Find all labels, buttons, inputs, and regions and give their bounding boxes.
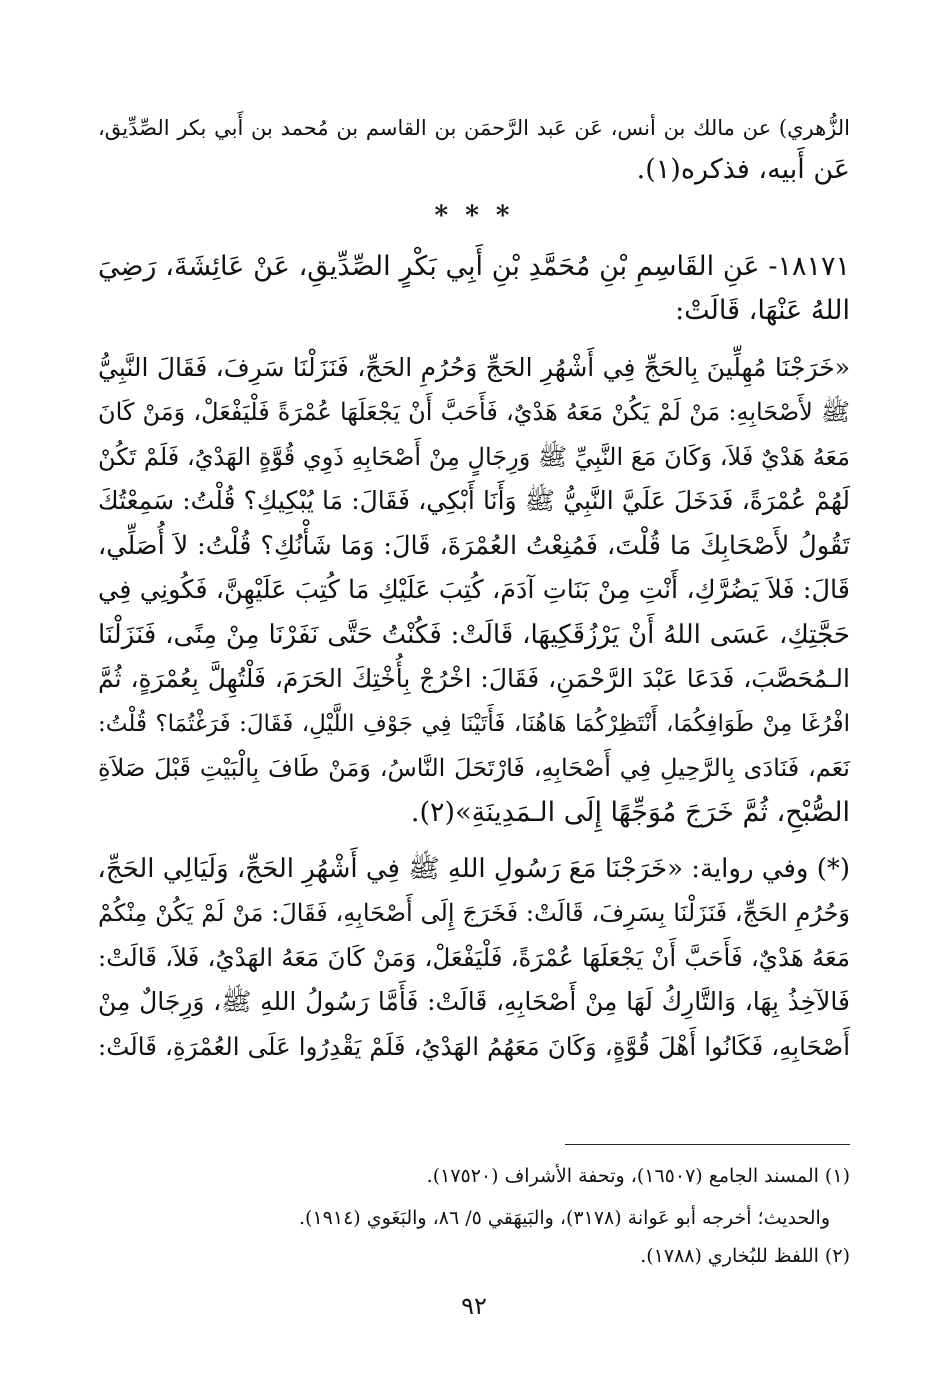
hadith-header-line: اللهُ عَنْهَا، قَالَتْ:	[675, 295, 850, 326]
hadith-body-line: افْرُغَا مِنْ طَوَافِكُمَا، أَنْتَظِرْكُمَا هَاهُنَا، فَأَتَيْنَا فِي جَوْفِ اللَّيْلِ، فَقَالَ: فَرَغْتُمَا؟ قُلْتُ:	[98, 711, 850, 737]
page-number: ٩٢	[461, 1292, 487, 1320]
riwaya-line: مَعَهُ هَدْيٌ، فَأَحَبَّ أَنْ يَجْعَلَهَا عُمْرَةً، فَلْيَفْعَلْ، وَمَنْ كَانَ مَعَهُ الهَدْيُ، فَلاَ، قَالَتْ:	[98, 943, 850, 972]
riwaya-line: (*) وفي رواية: «خَرَجْنَا مَعَ رَسُولِ اللهِ ﷺ فِي أَشْهُرِ الحَجِّ، وَلَيَالِي الحَجِّ،	[97, 854, 850, 884]
footnote-1-detail: والحديث؛ أخرجه أبو عَوانة (٣١٧٨)، والبَيهَقي ٥/ ٨٦، والبَغَوي (١٩١٤).	[299, 1207, 830, 1229]
hadith-body-line: مَعَهُ هَدْيٌ فَلاَ، وَكَانَ مَعَ النَّبِيِّ ﷺ وَرِجَالٍ مِنْ أَصْحَابِهِ ذَوِي قُوَّةٍ الهَدْيُ، فَلَمْ تَكُنْ	[98, 443, 850, 471]
hadith-body-line: لَهُمْ عُمْرَةً، فَدَخَلَ عَلَيَّ النَّبِيُّ ﷺ وَأَنَا أَبْكِي، فَقَالَ: مَا يُبْكِيكِ؟ قُلْتُ: سَمِعْتُكَ	[98, 486, 850, 515]
footnote-2: (٢) اللفظ للبُخاري (١٧٨٨).	[640, 1245, 850, 1267]
riwaya-line: وَحُرُمِ الحَجِّ، فَنَزَلْنَا بِسَرِفَ، قَالَتْ: فَخَرَجَ إِلَى أَصْحَابِهِ، فَقَالَ: مَنْ لَمْ يَكُنْ مِنْكُمْ	[98, 899, 850, 927]
hadith-body-line: «خَرَجْنَا مُهِلِّينَ بِالحَجِّ فِي أَشْهُرِ الحَجِّ وَحُرُمِ الحَجِّ، فَنَزَلْنَا سَرِفَ، فَقَالَ النَّبِيُّ	[98, 353, 850, 382]
hadith-header-line: ١٨١٧١- عَنِ القَاسِمِ بْنِ مُحَمَّدِ بْنِ أَبِي بَكْرٍ الصِّدِّيقِ، عَنْ عَائِشَةَ، رَضِيَ	[98, 251, 850, 282]
riwaya-line: فَالآخِذُ بِهَا، وَالتَّارِكُ لَهَا مِنْ أَصْحَابِهِ، قَالَتْ: فَأَمَّا رَسُولُ اللهِ ﷺ، وَرِجَالٌ مِنْ	[98, 987, 850, 1016]
hadith-body-line: تَقُولُ لأَصْحَابِكَ مَا قُلْتَ، فَمُنِعْتُ العُمْرَةَ، قَالَ: وَمَا شَأْنُكِ؟ قُلْتُ: لاَ أُصَلِّي،	[98, 531, 850, 561]
hadith-body-line: نَعَم، فَنَادَى بِالرَّحِيلِ فِي أَصْحَابِهِ، فَارْتَحَلَ النَّاسُ، وَمَنْ طَافَ بِالْبَيْتِ قَبْلَ صَلاَةِ	[98, 754, 850, 782]
hadith-body-line: الصُّبْحِ، ثُمَّ خَرَجَ مُوَجِّهًا إِلَى الـمَدِينَةِ»(٢).	[410, 797, 850, 828]
footnote-divider	[565, 1144, 850, 1145]
section-separator: * * *	[434, 201, 514, 231]
riwaya-line: أَصْحَابِهِ، فَكَانُوا أَهْلَ قُوَّةٍ، وَكَانَ مَعَهُمُ الهَدْيُ، فَلَمْ يَقْدِرُوا عَلَى العُمْرَةِ، قَالَتْ:	[98, 1032, 850, 1061]
hadith-body-line: ﷺ لأَصْحَابِهِ: مَنْ لَمْ يَكُنْ مَعَهُ هَدْيٌ، فَأَحَبَّ أَنْ يَجْعَلَهَا عُمْرَةً فَلْيَفْعَلْ، وَمَنْ كَانَ	[98, 398, 850, 426]
intro-line: عَن أَبيه، فذكره(١).	[636, 154, 850, 185]
hadith-body-line: حَجَّتِكِ، عَسَى اللهُ أَنْ يَرْزُقَكِيهَا، قَالَتْ: فَكُنْتُ حَتَّى نَفَرْنَا مِنْ مِنًى، فَنَزَلْنَا	[98, 620, 850, 650]
intro-line: الزُّهري) عن مالك بن أنس، عَن عَبد الرَّحمَن بن القاسم بن مُحمد بن أَبي بكر الصِّدِّيق،	[98, 116, 850, 140]
hadith-body-line: قَالَ: فَلاَ يَضُرَّكِ، أَنْتِ مِنْ بَنَاتِ آدَمَ، كُتِبَ عَلَيْكِ مَا كُتِبَ عَلَيْهِنَّ، فَكُونِي فِي	[98, 575, 850, 605]
hadith-body-line: الـمُحَصَّبَ، فَدَعَا عَبْدَ الرَّحْمَنِ، فَقَالَ: اخْرُجْ بِأُخْتِكَ الحَرَمَ، فَلْتُهِلَّ بِعُمْرَةٍ، ثُمَّ	[98, 664, 850, 693]
book-page	[98, 0, 850, 1381]
footnote-1: (١) المسند الجامع (١٦٥٠٧)، وتحفة الأشراف (١٧٥٢٠).	[426, 1165, 850, 1187]
